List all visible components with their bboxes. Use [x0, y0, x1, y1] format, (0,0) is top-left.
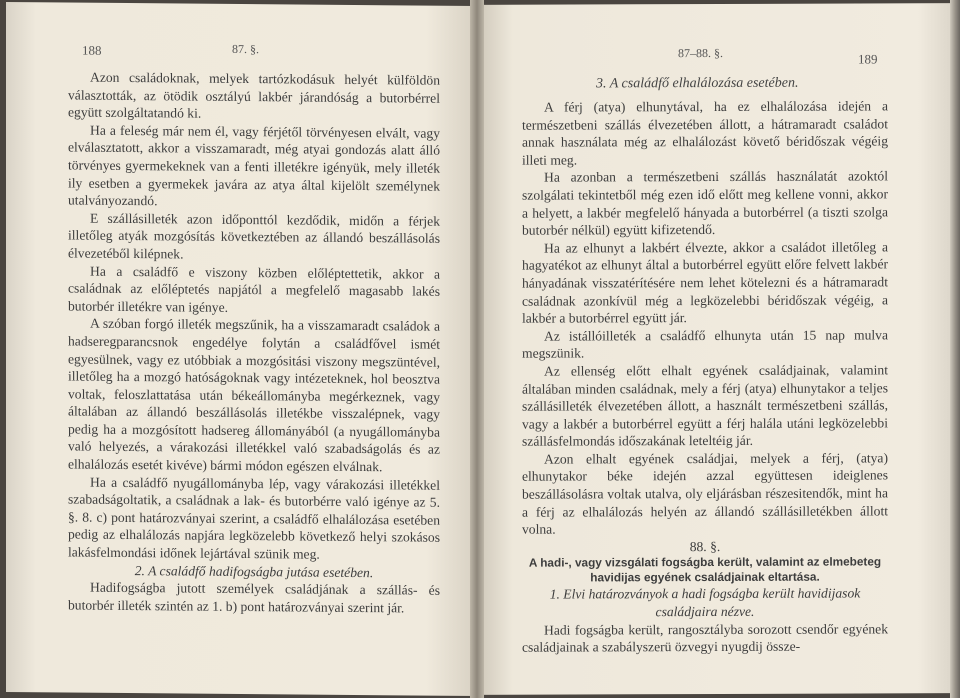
- paragraph: Azon elhalt egyének családjai, melyek a férj, (atya) elhunytakor béke idején azzal együttesen ideiglenes beszállásolásra voltak utalva, oly eljárásban részesitendők, mint ha a férj az elhalálozás helyén az állandó szállásilletékben állott volna.: [522, 450, 888, 537]
- section-marker-88: 88. §.: [689, 538, 721, 554]
- right-page: [478, 3, 952, 695]
- book-gutter: [470, 0, 484, 698]
- paragraph: Ha a családfő nyugállományba lép, vagy várakozási illetékkel szabadságoltatik, a családnak a lak- és butorbérre való igénye az 5. §. 8. c) pont határozványai szerint, a családfő elhalálozása esetében pedig az elhalálozás napjára legközelebb következő helyi szokásos lakásfelmondási időnek lejártával szünik meg.: [68, 474, 440, 562]
- page-edge: [950, 0, 960, 698]
- bold-section-heading: A hadi-, vagy vizsgálati fogságba került, valamint az elmebeteg havidijas egyének családjainak eltartása.: [528, 554, 882, 585]
- paragraph: E szállásilleték azon időponttól kezdődik, midőn a férjek illetőleg atyák mozgósítás következtében az állandó beszállásolás élvezetéből kilépnek.: [68, 210, 440, 262]
- right-section-marker: 87–88. §.: [678, 45, 723, 61]
- subsection-title: 2. A családfő hadifogságba jutása esetében.: [134, 562, 374, 580]
- right-subsection-title: 3. A családfő elhalálozása esetében.: [596, 75, 799, 92]
- paragraph: Hadifogságba jutott személyek családjának a szállás- és butorbér illeték szintén az 1. b) pont határozványai szerint jár.: [68, 579, 440, 616]
- paragraph: Ha az elhunyt a lakbért élvezte, akkor a családot illetőleg a hagyatékot az elhunyt által a butorbérrel együtt előre felvett lakbér hányadának visszatérítésére nem lehet kötelezni és a hátramaradt családnak azonkívül még a legközelebbi béridőszak végéig, a lakbér a butorbérrel együtt jár.: [522, 239, 888, 326]
- left-page: [6, 2, 476, 696]
- paragraph: A férj (atya) elhunytával, ha ez elhalálozása idején a természetbeni szállás élvezetében állott, a hátramaradt családot annak használata még az elhalálozást követő béridőszak végéig illeti meg.: [522, 98, 888, 168]
- paragraph: Az ellenség előtt elhalt egyének családjainak, valamint általában minden családnak, mely a férj (atya) elhunytakor a teljes szállásilleték élvezetében állott, a használt természetbeni szállás, vagy a lakbér a butorbérrel együtt a férj halála utáni legközelebbi szállásfelmondás időszakának leteltéig jár.: [522, 362, 888, 449]
- paragraph: Hadi fogságba került, rangosztályba sorozott csendőr egyének családjainak a szabályszerü özvegyi nyugdij össze-: [522, 621, 888, 655]
- right-page-number: 189: [858, 51, 878, 67]
- subsection-title: 1. Elvi határozványok a hadi fogságba került havidijasok családjaira nézve.: [549, 585, 861, 620]
- left-page-body: [68, 68, 440, 617]
- paragraph: Ha a családfő e viszony közben előléptettetik, akkor a családnak az előléptetés napjától a megfelelő magasabb lakés butorbér illetékre van igénye.: [68, 263, 440, 315]
- left-section-marker: 87. §.: [232, 41, 259, 57]
- paragraph: A szóban forgó illeték megszűnik, ha a visszamaradt családok a hadseregparancsnok engedélye folytán a családfővel ismét egyesülnek, vagy ez utóbbiak a mozgósitási viszony megszüntével, illetőleg ha a mozgó hatóságoknak vagy intézeteknek, hol beosztva voltak, feloszlattatása után békeállományba megérkeznek, vagy általában az állandó beszállásolás illetékbe visszalépnek, vagy pedig ha a mozgósított hadsereg állományából (a nyugállományba való helyezés, a várakozási illetékkel való szabadságolás és az elhalálozás esetét kivéve) bármi módon egészen elválnak.: [68, 315, 440, 475]
- paragraph: Ha a feleség már nem él, vagy férjétől törvényesen elvált, vagy elválasztatott, akkor a visszamaradt, még atyai gondozás alatt álló törvényes gyermekeknek van a fenti illetékre igényük, mely illeték ily esetben a gyermekek javára az atya által kijelölt személynek utalványozandó.: [68, 122, 440, 209]
- right-page-body: [522, 97, 888, 656]
- left-page-number: 188: [82, 42, 102, 58]
- paragraph: Azon családoknak, melyek tartózkodásuk helyét külföldön választották, az ötödik osztályú lakbér járandóság a butorbérrel együtt szolgáltatandó ki.: [68, 69, 440, 121]
- paragraph: Ha azonban a természetbeni szállás használatát azoktól szolgálati tekintetből még ezen idő előtt meg kellene vonni, akkor a helyett, a lakbér megfelelő hányada a butorbérrel (a tiszti szolga butorbér nélkül) együtt kifizetendő.: [522, 168, 888, 238]
- paragraph: Az istállóilleték a családfő elhunyta után 15 nap mulva megszünik.: [522, 327, 888, 361]
